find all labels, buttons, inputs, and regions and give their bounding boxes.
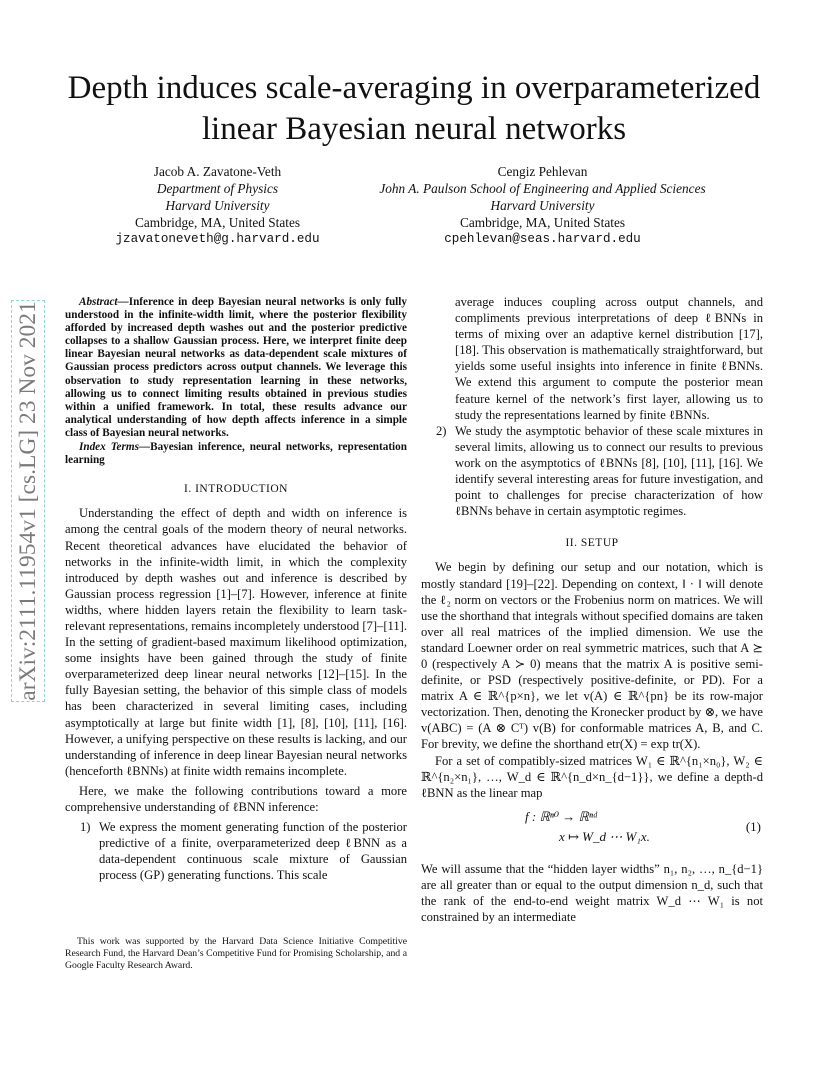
setup-paragraph-3: We will assume that the “hidden layer widths” n₁, n₂, …, n_{d−1} are all greater than or equal to the output dimension n_d, such that the rank of the end-to-end weight matrix W_d ⋯ W₁ is not constrained by an intermediate (421, 861, 763, 925)
footnote-text: This work was supported by the Harvard Data Science Initiative Competitive Research Fund, the Harvard Dean’s Competitive Fund for Promising Scholarship, and a Google Faculty Research Award. (65, 936, 407, 971)
equation-1 (421, 809, 763, 855)
left-column (65, 296, 407, 883)
section-heading-setup: II. SETUP (565, 537, 619, 550)
author-name: Jacob A. Zavatone-Veth (153, 164, 282, 179)
arxiv-side-stamp: arXiv:2111.11954v1 [cs.LG] 23 Nov 2021 (12, 301, 44, 701)
list-item-text: We express the moment generating function of the posterior predictive of a finite, overparameterized deep ℓBNN as a data-dependent continuous scale mixture of Gaussian process (GP) generating functions. This scale (99, 820, 407, 883)
equation-line-2: x ↦ W_d ⋯ W₁x. (559, 828, 650, 844)
index-terms-label: Index Terms— (79, 441, 151, 454)
footnote (65, 936, 407, 972)
setup-paragraph-1: We begin by defining our setup and our notation, which is mostly standard [19]–[22]. Depending on context, ‖ · ‖ will denote the ℓ₂ norm on vectors or the Frobenius norm on matrices. We will use the shorthand that integrals without specified domains are taken over all real matrices of the implied dimension. We use the standard Loewner order on real symmetric matrices, such that A ⪰ 0 (respectively A ≻ 0) means that the matrix A is positive semi-definite, or PSD (respectively positive-definite, or PD). For a matrix A ∈ ℝ^{p×n}, we let v(A) ∈ ℝ^{pn} be its row-major vectorization. Then, denoting the Kronecker product by ⊗, we have v(ABC) = (A ⊗ Cᵀ) v(B) for conformable matrices A, B, and C. For brevity, we define the shorthand etr(X) = exp tr(X). (421, 560, 763, 752)
author-inst: Harvard University (165, 198, 270, 213)
list-item-text: We study the asymptotic behavior of these scale mixtures in several limits, allowing us to connect our results to previous work on the asymptotics of ℓBNNs [8], [10], [11], [16]. We identify several interesting areas for future investigation, and point to challenges for precise characterization of how ℓBNNs behave in certain asymptotic regimes. (455, 423, 763, 519)
abstract-label: Abstract— (79, 296, 129, 308)
author-dept: John A. Paulson School of Engineering and Applied Sciences (379, 181, 706, 196)
paper-title: Depth induces scale-averaging in overparameterized linear Bayesian neural networks (67, 70, 761, 147)
equation-number: (1) (745, 818, 761, 834)
author-dept: Department of Physics (156, 181, 279, 196)
intro-paragraph-2: Here, we make the following contributions toward a more comprehensive understanding of ℓBNN inference: (65, 783, 407, 814)
author-block-1 (95, 163, 340, 248)
contribution-item-2 (436, 423, 763, 520)
list-number: 1) (80, 820, 91, 835)
author-inst: Harvard University (490, 198, 595, 213)
contribution-item-1 (80, 819, 407, 883)
abstract-text: Inference in deep Bayesian neural networks is only fully understood in the infinite-width limit, where the posterior flexibility afforded by increased depth washes out and the posterior predictive collapses to a shallow Gaussian process. Here, we interpret finite deep linear Bayesian neural networks as data-dependent scale mixtures of Gaussian process predictors across output channels. We leverage this observation to study representation learning in these networks, allowing us to connect limiting results obtained in previous studies within a unified framework. In total, these results advance our analytical understanding of how depth affects inference in a simple class of Bayesian neural networks. (65, 296, 407, 439)
setup-paragraph-2: For a set of compatibly-sized matrices W₁ ∈ ℝ^{n₁×n₀}, W₂ ∈ ℝ^{n₂×n₁}, …, W_d ∈ ℝ^{n_d×n_{d−1}}, we define a depth-d ℓBNN as the linear map (421, 753, 763, 800)
list-number: 2) (436, 423, 447, 438)
intro-paragraph-1: Understanding the effect of depth and width on inference is among the central goals of the modern theory of neural networks. Recent theoretical advances have elucidated the behavior of networks in the infinite-width limit, in which the complexity introduced by depth washes out and inference is described by Gaussian process regression [1]–[7]. However, inference at finite widths, where hidden layers retain the flexibility to learn task-relevant representations, remains incompletely understood [7]–[11]. In the setting of gradient-based maximum likelihood optimization, some insights have been gained through the study of finite overparameterized deep linear neural networks [12]–[15]. In the fully Bayesian setting, the behavior of this simple class of models has been characterized in several limiting cases, including asymptotically at large but finite width [1], [8], [10], [11], [16]. However, a unifying perspective on these results is lacking, and our understanding of inference in deep linear Bayesian neural networks (henceforth ℓBNNs) at finite width remains incomplete. (65, 506, 407, 778)
section-heading-introduction: I. INTRODUCTION (184, 483, 288, 496)
abstract (65, 296, 407, 440)
equation-line-1: f : ℝⁿ⁰ → ℝⁿᵈ (525, 808, 597, 824)
author-name: Cengiz Pehlevan (497, 164, 588, 179)
author-email[interactable]: jzavatoneveth@g.harvard.edu (115, 232, 320, 246)
author-location: Cambridge, MA, United States (134, 215, 301, 230)
author-email[interactable]: cpehlevan@seas.harvard.edu (444, 232, 641, 246)
list-item-text: average induces coupling across output channels, and compliments previous interpretations of deep ℓBNNs in terms of mixing over an adaptive kernel distribution [17], [18]. This observation is mathematically straightforward, but yields some useful insights into inference in finite ℓBNNs. We extend this argument to compute the posterior mean feature kernel of the network’s first layer, allowing us to study the representations learned by finite ℓBNNs. (455, 295, 763, 422)
contribution-item-1-cont (436, 294, 763, 423)
right-column (421, 294, 763, 925)
author-location: Cambridge, MA, United States (459, 215, 626, 230)
index-terms-text: Bayesian inference, neural networks, representation learning (65, 441, 407, 467)
index-terms (65, 441, 407, 467)
author-block-2 (350, 163, 735, 248)
